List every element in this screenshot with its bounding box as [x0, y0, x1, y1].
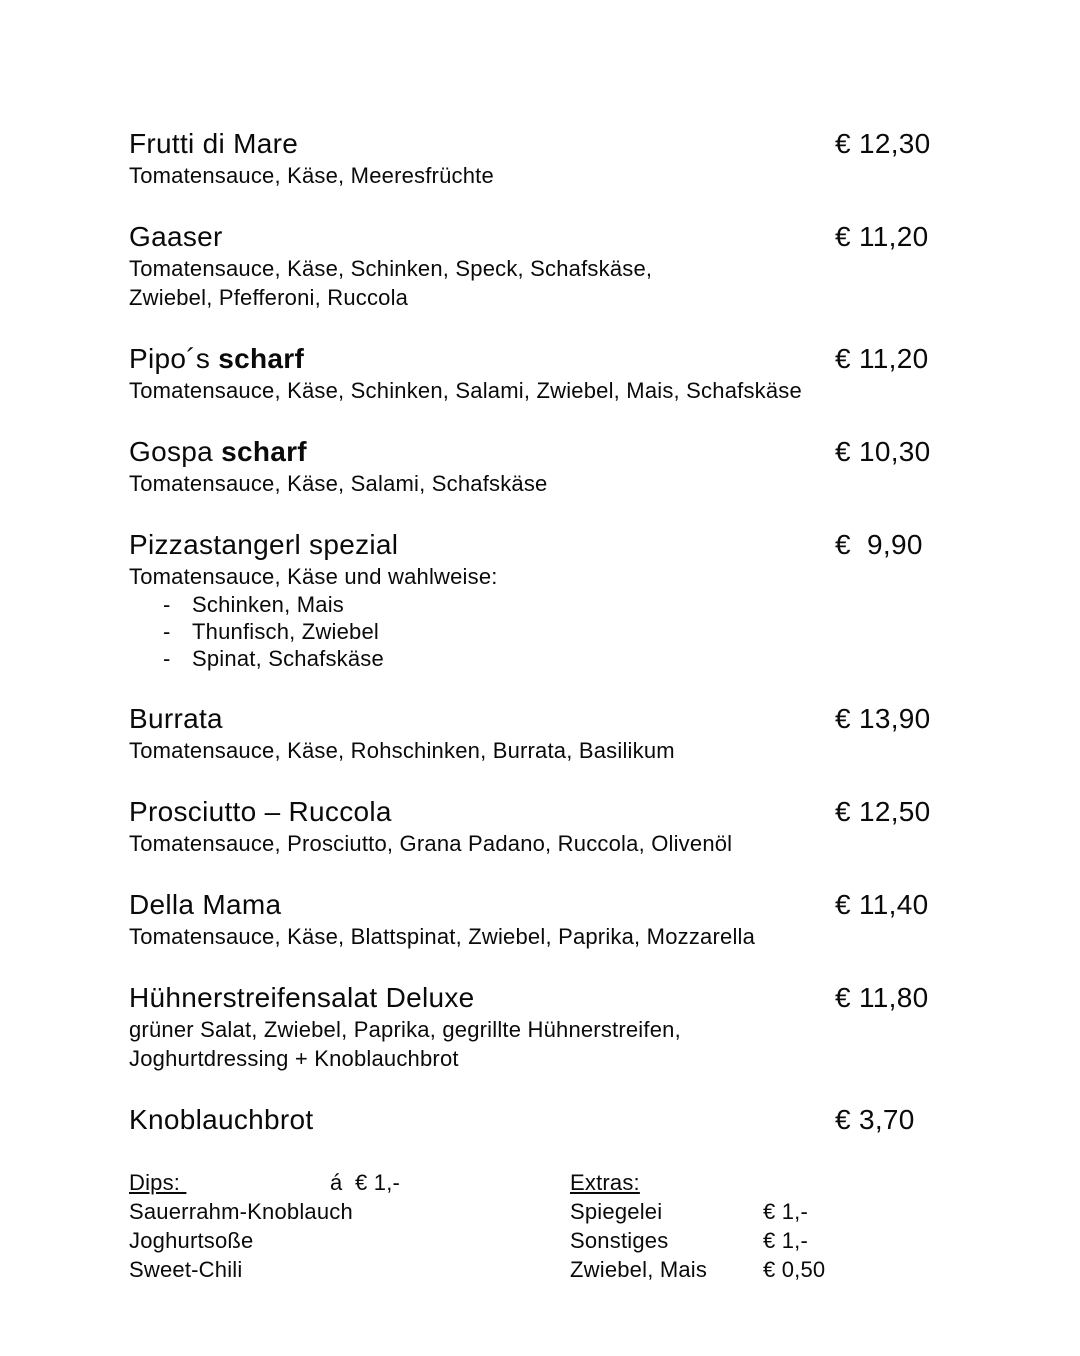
- item-price: € 11,80: [835, 982, 929, 1013]
- item-name-text: Pipo´s: [129, 343, 219, 374]
- item-description: [129, 1015, 1080, 1073]
- item-price: € 3,70: [835, 1104, 915, 1135]
- item-header-row: [129, 435, 1080, 469]
- item-description: [129, 922, 1080, 951]
- item-header-row: [129, 981, 1080, 1015]
- dips-item: Sweet-Chili: [129, 1257, 243, 1282]
- menu-item: [129, 342, 1080, 405]
- item-option: - Thunfisch, Zwiebel: [163, 618, 1080, 645]
- item-option: - Spinat, Schafskäse: [163, 645, 1080, 672]
- item-description-line: Tomatensauce, Käse, Blattspinat, Zwiebel, Paprika, Mozzarella: [129, 924, 756, 949]
- item-description: [129, 469, 1080, 498]
- item-name-text: Gospa: [129, 436, 222, 467]
- item-name-text: Knoblauchbrot: [129, 1104, 314, 1135]
- menu-footer: [129, 1168, 1080, 1284]
- item-name: [129, 435, 835, 469]
- item-description-line: Tomatensauce, Käse, Schinken, Salami, Zwiebel, Mais, Schafskäse: [129, 378, 802, 403]
- menu-item: [129, 220, 1080, 312]
- item-header-row: [129, 888, 1080, 922]
- menu-item: [129, 981, 1080, 1073]
- item-name: [129, 702, 835, 736]
- item-price: € 10,30: [835, 436, 931, 467]
- item-description-line: Tomatensauce, Käse und wahlweise:: [129, 564, 498, 589]
- item-price: € 11,20: [835, 221, 929, 252]
- menu-items: [129, 127, 1080, 1137]
- item-description: [129, 376, 1080, 405]
- item-price: € 11,40: [835, 889, 929, 920]
- item-description-line: Tomatensauce, Käse, Schinken, Speck, Schafskäse,: [129, 256, 653, 281]
- item-name: [129, 981, 835, 1015]
- item-header-row: [129, 1103, 1080, 1137]
- item-name-text: Frutti di Mare: [129, 128, 299, 159]
- menu-item: [129, 702, 1080, 765]
- menu-item: [129, 435, 1080, 498]
- item-description: [129, 161, 1080, 190]
- item-header-row: [129, 342, 1080, 376]
- menu-item: [129, 127, 1080, 190]
- extras-item-name: Spiegelei: [570, 1199, 663, 1224]
- item-description-line: Tomatensauce, Käse, Meeresfrüchte: [129, 163, 494, 188]
- item-description: [129, 829, 1080, 858]
- item-header-row: [129, 127, 1080, 161]
- item-price: € 12,30: [835, 128, 931, 159]
- item-name: [129, 220, 835, 254]
- item-description-line: grüner Salat, Zwiebel, Paprika, gegrillte Hühnerstreifen,: [129, 1017, 681, 1042]
- item-option: - Schinken, Mais: [163, 591, 1080, 618]
- item-name: [129, 1103, 835, 1137]
- extras-item-price: € 0,50: [763, 1257, 826, 1282]
- item-name: [129, 888, 835, 922]
- extras-section: [570, 1168, 1080, 1284]
- item-description-line: Tomatensauce, Käse, Rohschinken, Burrata, Basilikum: [129, 738, 675, 763]
- item-header-row: [129, 702, 1080, 736]
- item-name-text: Hühnerstreifensalat Deluxe: [129, 982, 475, 1013]
- item-name: [129, 528, 835, 562]
- item-description-line: Zwiebel, Pfefferoni, Ruccola: [129, 285, 409, 310]
- item-description: [129, 254, 1080, 312]
- item-name: [129, 342, 835, 376]
- item-name: [129, 127, 835, 161]
- item-name-text: Pizzastangerl spezial: [129, 529, 399, 560]
- extras-heading: Extras:: [570, 1170, 640, 1195]
- item-options-list: [129, 591, 1080, 672]
- dips-section: [129, 1168, 570, 1284]
- item-description: [129, 562, 1080, 591]
- dips-heading: Dips:: [129, 1170, 187, 1195]
- extras-item-price: € 1,-: [763, 1199, 809, 1224]
- dips-item: Joghurtsoße: [129, 1228, 254, 1253]
- item-price: € 11,20: [835, 343, 929, 374]
- item-price: € 9,90: [835, 529, 923, 560]
- item-header-row: [129, 528, 1080, 562]
- item-name-bold-text: scharf: [218, 343, 305, 374]
- extras-item-name: Sonstiges: [570, 1228, 669, 1253]
- item-price: € 13,90: [835, 703, 931, 734]
- dips-item: Sauerrahm-Knoblauch: [129, 1199, 353, 1224]
- menu-item: [129, 795, 1080, 858]
- item-name-text: Burrata: [129, 703, 223, 734]
- item-price: € 12,50: [835, 796, 931, 827]
- item-description-line: Joghurtdressing + Knoblauchbrot: [129, 1046, 459, 1071]
- extras-item: [570, 1226, 1080, 1255]
- extras-item: [570, 1255, 1080, 1284]
- item-name-text: Gaaser: [129, 221, 223, 252]
- item-name-text: Della Mama: [129, 889, 282, 920]
- item-name-text: Prosciutto – Ruccola: [129, 796, 392, 827]
- menu-item: [129, 1103, 1080, 1137]
- menu-item: [129, 528, 1080, 672]
- item-description-line: Tomatensauce, Käse, Salami, Schafskäse: [129, 471, 548, 496]
- extras-item-price: € 1,-: [763, 1228, 809, 1253]
- dips-price-note: á € 1,-: [330, 1170, 401, 1195]
- dips-header: [129, 1168, 570, 1197]
- extras-item: [570, 1197, 1080, 1226]
- item-description-line: Tomatensauce, Prosciutto, Grana Padano, Ruccola, Olivenöl: [129, 831, 733, 856]
- item-description: [129, 736, 1080, 765]
- item-name: [129, 795, 835, 829]
- menu-item: [129, 888, 1080, 951]
- item-header-row: [129, 220, 1080, 254]
- item-header-row: [129, 795, 1080, 829]
- item-name-bold-text: scharf: [221, 436, 307, 467]
- extras-header: [570, 1168, 1080, 1197]
- extras-item-name: Zwiebel, Mais: [570, 1257, 708, 1282]
